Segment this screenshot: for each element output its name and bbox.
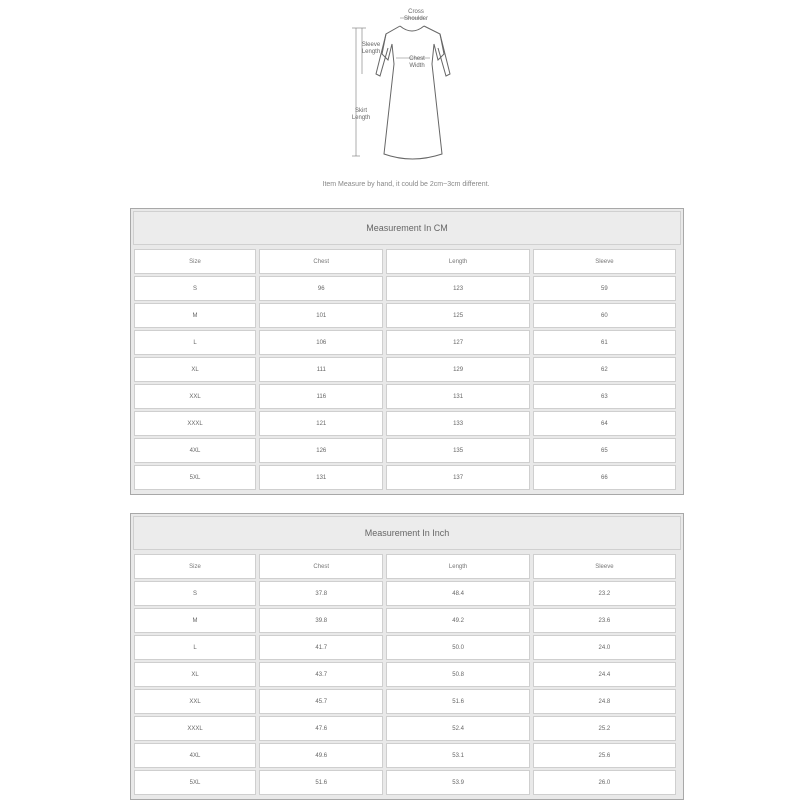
- table-cell-length: 127: [386, 330, 529, 355]
- table-row: [134, 689, 676, 714]
- header-cell-chest: Chest: [259, 249, 383, 274]
- table-cell-size: XXL: [134, 689, 256, 714]
- table-cell-length: 129: [386, 357, 529, 382]
- size-table: [131, 247, 679, 492]
- table-row: [134, 330, 676, 355]
- table-cell-sleeve: 60: [533, 303, 676, 328]
- table-cell-length: 48.4: [386, 581, 529, 606]
- table-cell-size: 5XL: [134, 770, 256, 795]
- table-cell-length: 52.4: [386, 716, 529, 741]
- table-cell-length: 53.9: [386, 770, 529, 795]
- table-cell-size: S: [134, 276, 256, 301]
- table-cell-length: 125: [386, 303, 529, 328]
- sleeve-length-label: Sleeve Length: [361, 42, 381, 55]
- table-cell-sleeve: 59: [533, 276, 676, 301]
- table-cell-sleeve: 23.2: [533, 581, 676, 606]
- table-cell-chest: 101: [259, 303, 383, 328]
- table-cell-length: 131: [386, 384, 529, 409]
- header-cell-size: Size: [134, 554, 256, 579]
- size-table: [131, 552, 679, 797]
- table-row: [134, 770, 676, 795]
- table-cell-size: L: [134, 330, 256, 355]
- table-cell-chest: 121: [259, 411, 383, 436]
- table-cell-sleeve: 61: [533, 330, 676, 355]
- dress-outline-icon: [340, 4, 470, 174]
- table-cell-chest: 131: [259, 465, 383, 490]
- table-cell-sleeve: 23.6: [533, 608, 676, 633]
- table-cell-chest: 37.8: [259, 581, 383, 606]
- table-cell-sleeve: 63: [533, 384, 676, 409]
- table-row: [134, 743, 676, 768]
- table-cell-chest: 51.6: [259, 770, 383, 795]
- chest-width-label: Chest Width: [409, 56, 425, 69]
- table-cell-size: M: [134, 608, 256, 633]
- table-row: [134, 384, 676, 409]
- table-row: [134, 662, 676, 687]
- table-cell-chest: 126: [259, 438, 383, 463]
- table-cell-chest: 111: [259, 357, 383, 382]
- table-cell-size: XL: [134, 662, 256, 687]
- header-cell-sleeve: Sleeve: [533, 249, 676, 274]
- table-cell-length: 53.1: [386, 743, 529, 768]
- table-cell-length: 50.0: [386, 635, 529, 660]
- table-cell-chest: 106: [259, 330, 383, 355]
- table-cell-length: 50.8: [386, 662, 529, 687]
- table-cell-size: 5XL: [134, 465, 256, 490]
- table-row: [134, 303, 676, 328]
- table-cell-size: XXL: [134, 384, 256, 409]
- table-cell-chest: 43.7: [259, 662, 383, 687]
- size-table-inch: [130, 513, 684, 800]
- table-cell-length: 49.2: [386, 608, 529, 633]
- measurement-note: Item Measure by hand, it could be 2cm~3cm different.: [322, 181, 490, 188]
- table-cell-chest: 41.7: [259, 635, 383, 660]
- table-row: [134, 276, 676, 301]
- table-cell-size: 4XL: [134, 438, 256, 463]
- table-body: [134, 581, 676, 795]
- header-cell-length: Length: [386, 554, 529, 579]
- table-cell-sleeve: 25.6: [533, 743, 676, 768]
- table-cell-sleeve: 64: [533, 411, 676, 436]
- header-cell-chest: Chest: [259, 554, 383, 579]
- table-row: [134, 411, 676, 436]
- table-cell-sleeve: 25.2: [533, 716, 676, 741]
- header-cell-size: Size: [134, 249, 256, 274]
- table-cell-size: M: [134, 303, 256, 328]
- table-cell-chest: 39.8: [259, 608, 383, 633]
- table-cell-size: XXXL: [134, 716, 256, 741]
- table-row: [134, 438, 676, 463]
- table-cell-length: 123: [386, 276, 529, 301]
- header-cell-length: Length: [386, 249, 529, 274]
- table-row: [134, 465, 676, 490]
- table-cell-length: 137: [386, 465, 529, 490]
- skirt-length-label: Skirt Length: [351, 108, 371, 121]
- table-row: [134, 581, 676, 606]
- table-header-row: [134, 249, 676, 274]
- table-cell-sleeve: 24.0: [533, 635, 676, 660]
- table-cell-size: XL: [134, 357, 256, 382]
- table-cell-size: 4XL: [134, 743, 256, 768]
- table-cell-chest: 116: [259, 384, 383, 409]
- table-header-row: [134, 554, 676, 579]
- table-title: Measurement In Inch: [133, 516, 681, 550]
- table-cell-length: 135: [386, 438, 529, 463]
- table-cell-sleeve: 24.8: [533, 689, 676, 714]
- table-cell-sleeve: 66: [533, 465, 676, 490]
- table-cell-sleeve: 24.4: [533, 662, 676, 687]
- table-cell-chest: 96: [259, 276, 383, 301]
- header-cell-sleeve: Sleeve: [533, 554, 676, 579]
- size-table-cm: [130, 208, 684, 495]
- cross-shoulder-label: Cross Shoulder: [403, 9, 429, 22]
- table-cell-chest: 49.6: [259, 743, 383, 768]
- table-row: [134, 357, 676, 382]
- table-row: [134, 635, 676, 660]
- table-cell-chest: 47.6: [259, 716, 383, 741]
- table-row: [134, 608, 676, 633]
- table-cell-size: XXXL: [134, 411, 256, 436]
- table-cell-sleeve: 26.0: [533, 770, 676, 795]
- table-cell-sleeve: 62: [533, 357, 676, 382]
- table-body: [134, 276, 676, 490]
- dress-measurement-diagram: [340, 4, 470, 174]
- table-cell-chest: 45.7: [259, 689, 383, 714]
- table-row: [134, 716, 676, 741]
- table-title: Measurement In CM: [133, 211, 681, 245]
- table-cell-length: 133: [386, 411, 529, 436]
- table-cell-size: S: [134, 581, 256, 606]
- table-cell-length: 51.6: [386, 689, 529, 714]
- table-cell-size: L: [134, 635, 256, 660]
- table-cell-sleeve: 65: [533, 438, 676, 463]
